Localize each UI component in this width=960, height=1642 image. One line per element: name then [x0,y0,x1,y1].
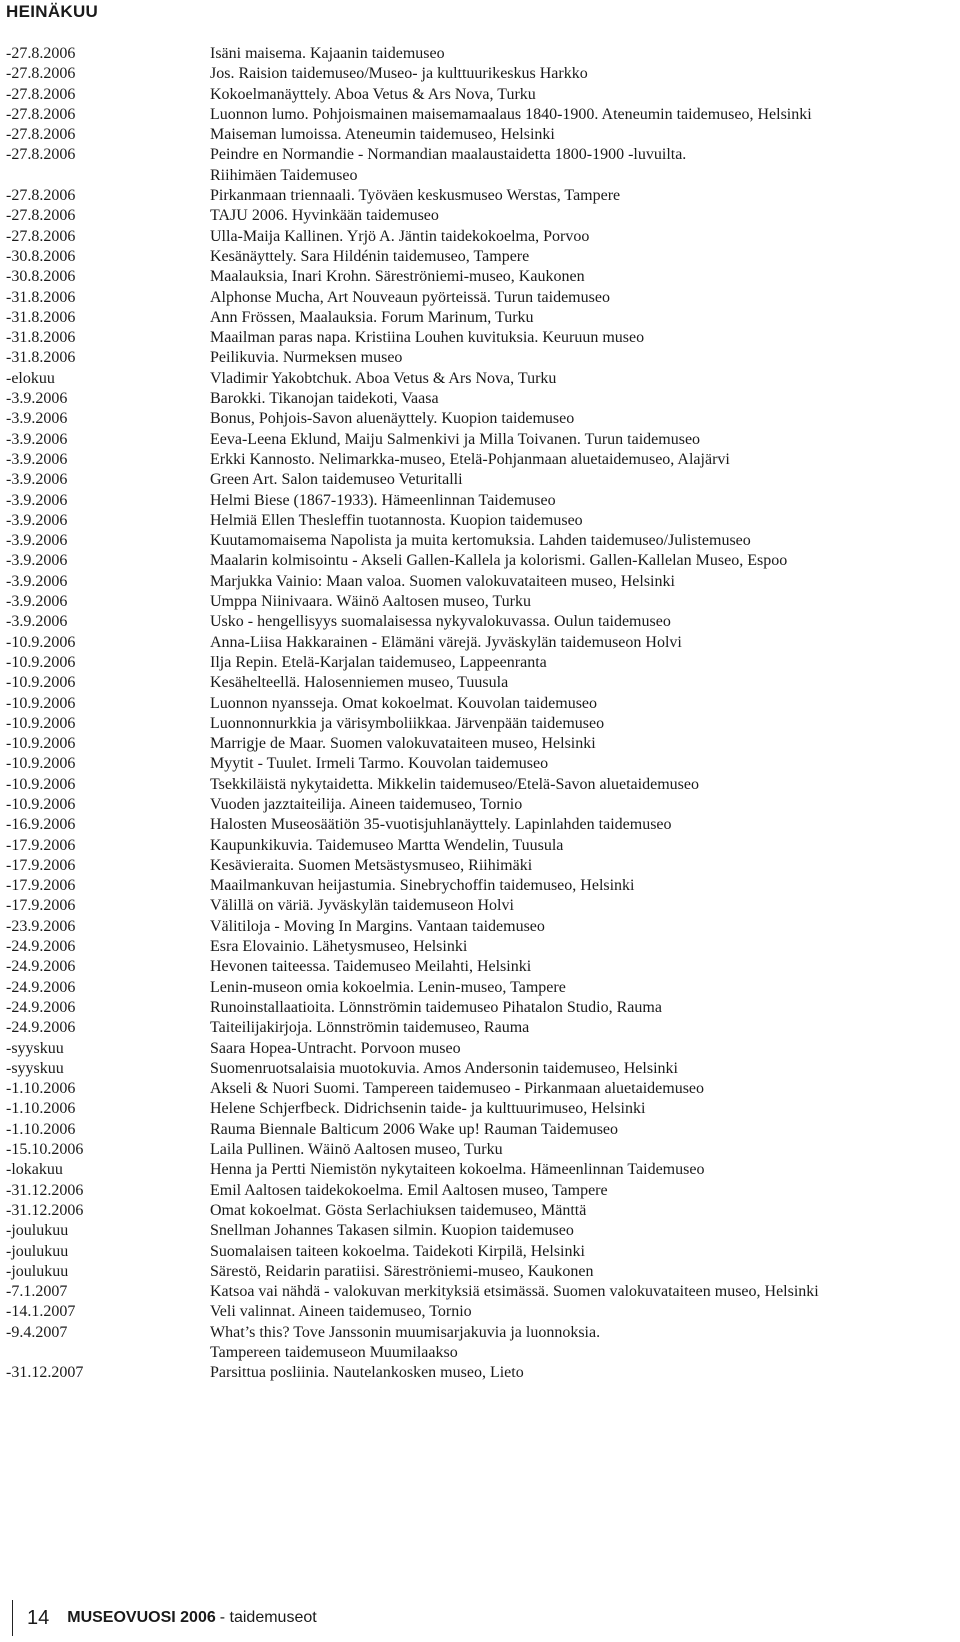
item-date: -31.12.2007 [6,1364,84,1382]
item-text: Maalarin kolmisointu - Akseli Gallen-Kallela ja kolorismi. Gallen-Kallelan Museo, Espoo [210,552,788,570]
item-text: Tsekkiläistä nykytaidetta. Mikkelin taidemuseo/Etelä-Savon aluetaidemuseo [210,775,699,793]
list-item [6,917,956,937]
item-date: -3.9.2006 [6,390,68,408]
item-date: -27.8.2006 [6,126,76,144]
item-date: -3.9.2006 [6,613,68,631]
list-item [6,348,956,368]
list-item [6,308,956,328]
item-date: -17.9.2006 [6,877,76,895]
list-item [6,714,956,734]
list-item [6,1363,956,1383]
item-date: -27.8.2006 [6,146,76,164]
item-text: Akseli & Nuori Suomi. Tampereen taidemuseo - Pirkanmaan aluetaidemuseo [210,1080,705,1098]
list-item [6,1302,956,1322]
list-item [6,491,956,511]
item-text: Luonnon nyansseja. Omat kokoelmat. Kouvolan taidemuseo [210,694,598,712]
item-date: -31.8.2006 [6,329,76,347]
list-item [6,1059,956,1079]
item-text: Ulla-Maija Kallinen. Yrjö A. Jäntin taidekokoelma, Porvoo [210,227,590,245]
item-date: -elokuu [6,369,55,387]
item-date: -10.9.2006 [6,633,76,651]
list-item [6,247,956,267]
item-date: -27.8.2006 [6,227,76,245]
list-item [6,734,956,754]
list-item [6,1140,956,1160]
item-text: Maalauksia, Inari Krohn. Säreströniemi-museo, Kaukonen [210,268,585,286]
list-item [6,328,956,348]
list-item [6,145,956,165]
list-item [6,1181,956,1201]
list-item [6,957,956,977]
list-item [6,876,956,896]
item-text: Omat kokoelmat. Gösta Serlachiuksen taidemuseo, Mänttä [210,1201,587,1219]
item-date: -24.9.2006 [6,958,76,976]
item-date: -27.8.2006 [6,45,76,62]
item-text: Henna ja Pertti Niemistön nykytaiteen kokoelma. Hämeenlinnan Taidemuseo [210,1161,705,1179]
list-item [6,267,956,287]
item-date: -17.9.2006 [6,856,76,874]
item-text: Kesänäyttely. Sara Hildénin taidemuseo, Tampere [210,247,530,265]
item-text: Alphonse Mucha, Art Nouveaun pyörteissä. Turun taidemuseo [210,288,610,306]
list-item [6,450,956,470]
item-date: -16.9.2006 [6,816,76,834]
list-item [6,592,956,612]
list-item [6,1120,956,1140]
item-date: -17.9.2006 [6,897,76,915]
item-text: Kesähelteellä. Halosenniemen museo, Tuusula [210,674,509,692]
item-date: -3.9.2006 [6,410,68,428]
item-text: Saara Hopea-Untracht. Porvoon museo [210,1039,461,1057]
list-item [6,1221,956,1241]
publication-subtitle: - taidemuseot [219,1609,317,1626]
item-date: -17.9.2006 [6,836,76,854]
item-date: -joulukuu [6,1242,69,1260]
item-text: Pirkanmaan triennaali. Työväen keskusmuseo Werstas, Tampere [210,187,621,205]
item-date [6,166,210,186]
list-item [6,795,956,815]
list-item [6,1323,956,1343]
item-date: -10.9.2006 [6,795,76,813]
list-item [6,551,956,571]
item-date: -1.10.2006 [6,1080,76,1098]
list-item [6,85,956,105]
item-date [6,1343,210,1363]
item-text: Marjukka Vainio: Maan valoa. Suomen valokuvataiteen museo, Helsinki [210,572,675,590]
item-date: -7.1.2007 [6,1283,68,1301]
item-date: -31.12.2006 [6,1181,84,1199]
list-item [6,531,956,551]
item-text: Erkki Kannosto. Nelimarkka-museo, Etelä-Pohjanmaan aluetaidemuseo, Alajärvi [210,450,730,468]
item-date: -27.8.2006 [6,187,76,205]
list-item [6,44,956,64]
item-text: Ann Frössen, Maalauksia. Forum Marinum, Turku [210,308,534,326]
item-text: Veli valinnat. Aineen taidemuseo, Tornio [210,1303,472,1321]
list-item [6,1099,956,1119]
item-date: -27.8.2006 [6,85,76,103]
list-item [6,572,956,592]
item-text: Anna-Liisa Hakkarainen - Elämäni värejä. Jyväskylän taidemuseon Holvi [210,633,682,651]
footer-divider [12,1600,13,1636]
item-text: Ilja Repin. Etelä-Karjalan taidemuseo, Lappeenranta [210,653,547,671]
list-item [6,1039,956,1059]
item-date: -3.9.2006 [6,511,68,529]
list-item [6,511,956,531]
item-text: Taiteilijakirjoja. Lönnströmin taidemuseo, Rauma [210,1019,530,1037]
item-date: -31.8.2006 [6,349,76,367]
item-date: -24.9.2006 [6,938,76,956]
item-text: Usko - hengellisyys suomalaisessa nykyvalokuvassa. Oulun taidemuseo [210,613,671,631]
item-text: Lenin-museon omia kokoelmia. Lenin-museo, Tampere [210,978,566,996]
list-item [6,206,956,226]
list-item [6,1262,956,1282]
item-text: Tampereen taidemuseon Muumilaakso [210,1344,458,1361]
item-text: Laila Pullinen. Wäinö Aaltosen museo, Turku [210,1141,503,1159]
item-date: -10.9.2006 [6,694,76,712]
item-text: Katsoa vai nähdä - valokuvan merkityksiä etsimässä. Suomen valokuvataiteen museo, Helsinki [210,1283,819,1301]
list-item [6,1282,956,1302]
page-number: 14 [27,1606,50,1629]
item-text: Emil Aaltosen taidekokoelma. Emil Aaltosen museo, Tampere [210,1181,608,1199]
list-item [6,1201,956,1221]
list-item [6,836,956,856]
item-text: Hevonen taiteessa. Taidemuseo Meilahti, Helsinki [210,958,532,976]
item-text: Suomalaisen taiteen kokoelma. Taidekoti Kirpilä, Helsinki [210,1242,585,1260]
item-date: -3.9.2006 [6,450,68,468]
item-text: Helmi Biese (1867-1933). Hämeenlinnan Taidemuseo [210,491,556,509]
item-text: TAJU 2006. Hyvinkään taidemuseo [210,207,439,225]
item-date: -15.10.2006 [6,1141,84,1159]
item-date: -24.9.2006 [6,998,76,1016]
list-item [6,470,956,490]
exhibition-list [6,44,956,1384]
item-date: -27.8.2006 [6,105,76,123]
item-text: Kaupunkikuvia. Taidemuseo Martta Wendelin, Tuusula [210,836,564,854]
item-text: Isäni maisema. Kajaanin taidemuseo [210,45,445,62]
item-text: Runoinstallaatioita. Lönnströmin taidemuseo Pihatalon Studio, Rauma [210,998,662,1016]
item-text: Luonnonnurkkia ja värisymboliikkaa. Järvenpään taidemuseo [210,714,605,732]
item-date: -syyskuu [6,1059,64,1077]
list-item [6,430,956,450]
item-text: Vladimir Yakobtchuk. Aboa Vetus & Ars Nova, Turku [210,369,557,387]
item-date: -syyskuu [6,1039,64,1057]
item-text: Jos. Raision taidemuseo/Museo- ja kulttuurikeskus Harkko [210,65,588,83]
list-item [6,125,956,145]
list-item [6,64,956,84]
publication-title: MUSEOVUOSI 2006 [67,1609,216,1626]
item-text: Helmiä Ellen Thesleffin tuotannosta. Kuopion taidemuseo [210,511,583,529]
item-date: -10.9.2006 [6,714,76,732]
item-date: -27.8.2006 [6,207,76,225]
item-text: Esra Elovainio. Lähetysmuseo, Helsinki [210,938,468,956]
list-item [6,227,956,247]
list-item [6,978,956,998]
item-date: -10.9.2006 [6,674,76,692]
list-item [6,288,956,308]
item-text: Rauma Biennale Balticum 2006 Wake up! Rauman Taidemuseo [210,1120,619,1138]
item-text: Kokoelmanäyttely. Aboa Vetus & Ars Nova, Turku [210,85,536,103]
item-text: What’s this? Tove Janssonin muumisarjakuvia ja luonnoksia. [210,1323,601,1341]
item-text: Eeva-Leena Eklund, Maiju Salmenkivi ja Milla Toivanen. Turun taidemuseo [210,430,701,448]
item-date: -24.9.2006 [6,1019,76,1037]
section-heading: HEINÄKUU [6,2,99,21]
item-text: Myytit - Tuulet. Irmeli Tarmo. Kouvolan taidemuseo [210,755,549,773]
item-text: Maiseman lumoissa. Ateneumin taidemuseo, Helsinki [210,126,555,144]
list-item [6,856,956,876]
item-text: Bonus, Pohjois-Savon aluenäyttely. Kuopion taidemuseo [210,410,575,428]
item-text: Välitiloja - Moving In Margins. Vantaan taidemuseo [210,917,545,935]
item-text: Särestö, Reidarin paratiisi. Säreströniemi-museo, Kaukonen [210,1262,594,1280]
item-text: Green Art. Salon taidemuseo Veturitalli [210,471,463,489]
item-text: Barokki. Tikanojan taidekoti, Vaasa [210,390,439,408]
list-item [6,389,956,409]
list-item [6,775,956,795]
list-item [6,1242,956,1262]
item-text: Kesävieraita. Suomen Metsästysmuseo, Riihimäki [210,856,533,874]
list-item [6,166,956,186]
list-item [6,694,956,714]
item-text: Riihimäen Taidemuseo [210,166,358,184]
item-date: -3.9.2006 [6,471,68,489]
list-item [6,105,956,125]
list-item [6,998,956,1018]
item-date: -1.10.2006 [6,1120,76,1138]
item-date: -30.8.2006 [6,268,76,286]
list-item [6,369,956,389]
item-date: -31.8.2006 [6,288,76,306]
item-text: Halosten Museosäätiön 35-vuotisjuhlanäyttely. Lapinlahden taidemuseo [210,816,672,834]
item-date: -9.4.2007 [6,1323,68,1341]
item-date: -10.9.2006 [6,735,76,753]
item-date: -24.9.2006 [6,978,76,996]
item-text: Peindre en Normandie - Normandian maalaustaidetta 1800-1900 -luvuilta. [210,146,687,164]
item-date: -27.8.2006 [6,65,76,83]
item-date: -30.8.2006 [6,247,76,265]
item-text: Maailman paras napa. Kristiina Louhen kuvituksia. Keuruun museo [210,329,645,347]
item-date: -23.9.2006 [6,917,76,935]
item-text: Maailmankuvan heijastumia. Sinebrychoffin taidemuseo, Helsinki [210,877,635,895]
item-date: -10.9.2006 [6,755,76,773]
list-item [6,754,956,774]
item-date: -3.9.2006 [6,552,68,570]
item-text: Helene Schjerfbeck. Didrichsenin taide- ja kulttuurimuseo, Helsinki [210,1100,646,1118]
item-text: Marrigje de Maar. Suomen valokuvataiteen museo, Helsinki [210,735,596,753]
item-date: -joulukuu [6,1262,69,1280]
list-item [6,186,956,206]
list-item [6,896,956,916]
list-item [6,633,956,653]
item-text: Kuutamomaisema Napolista ja muita kertomuksia. Lahden taidemuseo/Julistemuseo [210,532,751,550]
item-text: Vuoden jazztaiteilija. Aineen taidemuseo, Tornio [210,795,523,813]
item-date: -1.10.2006 [6,1100,76,1118]
item-date: -joulukuu [6,1222,69,1240]
item-date: -3.9.2006 [6,491,68,509]
list-item [6,673,956,693]
item-date: -3.9.2006 [6,572,68,590]
list-item [6,815,956,835]
item-text: Peilikuvia. Nurmeksen museo [210,349,403,367]
list-item [6,409,956,429]
item-text: Luonnon lumo. Pohjoismainen maisemamaalaus 1840-1900. Ateneumin taidemuseo, Helsinki [210,105,812,123]
list-item [6,937,956,957]
item-date: -lokakuu [6,1161,63,1179]
list-item [6,1160,956,1180]
item-date: -3.9.2006 [6,593,68,611]
page-footer [12,1600,317,1636]
item-text: Snellman Johannes Takasen silmin. Kuopion taidemuseo [210,1222,574,1240]
item-date: -3.9.2006 [6,430,68,448]
list-item [6,1343,956,1363]
item-date: -10.9.2006 [6,775,76,793]
item-text: Umppa Niinivaara. Wäinö Aaltosen museo, Turku [210,593,531,611]
list-item [6,612,956,632]
item-text: Parsittua posliinia. Nautelankosken museo, Lieto [210,1364,524,1382]
list-item [6,1079,956,1099]
item-date: -10.9.2006 [6,653,76,671]
item-date: -31.8.2006 [6,308,76,326]
item-text: Välillä on väriä. Jyväskylän taidemuseon Holvi [210,897,514,915]
item-date: -14.1.2007 [6,1303,76,1321]
list-item [6,1018,956,1038]
item-date: -31.12.2006 [6,1201,84,1219]
item-text: Suomenruotsalaisia muotokuvia. Amos Andersonin taidemuseo, Helsinki [210,1059,678,1077]
list-item [6,653,956,673]
item-date: -3.9.2006 [6,532,68,550]
